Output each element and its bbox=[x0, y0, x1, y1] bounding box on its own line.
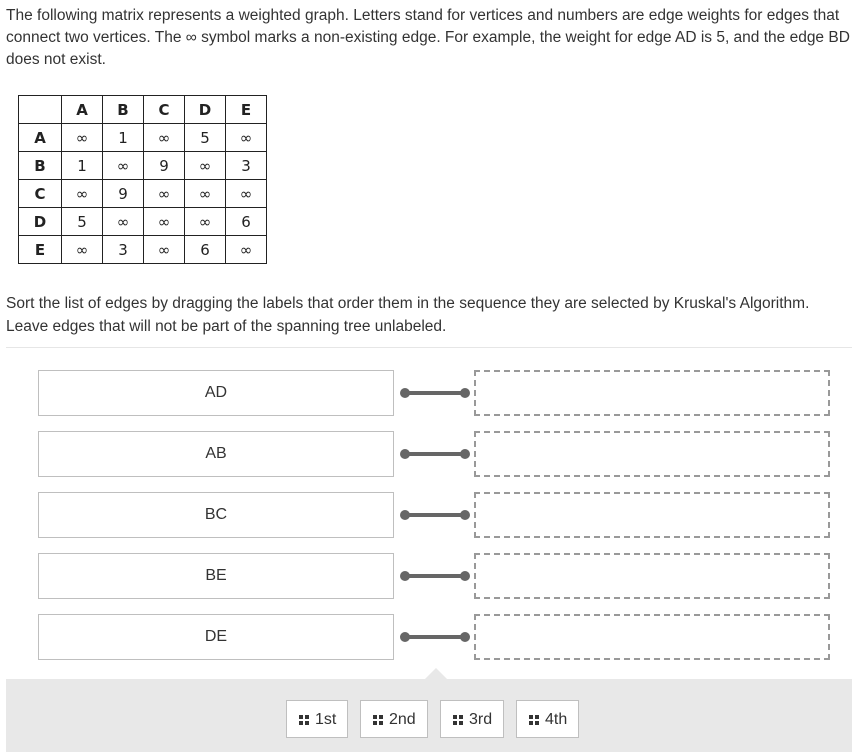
label-text: 3rd bbox=[469, 711, 493, 728]
connector-line bbox=[400, 632, 470, 642]
matrix-col-header: D bbox=[185, 96, 226, 124]
label-text: 4th bbox=[545, 711, 568, 728]
instructions-text: The following matrix represents a weighted graph. Letters stand for vertices and numbers are edge weights for edges that connect two vertices. The ∞ symbol marks a non-existing edge. For example, the weight for edge AD is 5, and the edge BD does not exist. bbox=[6, 7, 850, 68]
draggable-label-1st[interactable] bbox=[286, 700, 348, 738]
matrix-cell: ∞ bbox=[62, 236, 103, 264]
matrix-col-header: A bbox=[62, 96, 103, 124]
matrix-col-header: E bbox=[226, 96, 267, 124]
edge-label: AB bbox=[38, 431, 394, 477]
connector-line bbox=[400, 571, 470, 581]
draggable-label-2nd[interactable] bbox=[360, 700, 428, 738]
matrix-header-row bbox=[19, 96, 267, 124]
question-prompt: Sort the list of edges by dragging the labels that order them in the sequence they are selected by Kruskal's Algorithm. Leave edges that will not be part of the spanning tree unlabeled. bbox=[6, 295, 810, 335]
edge-row bbox=[38, 492, 832, 538]
matrix-cell: ∞ bbox=[226, 236, 267, 264]
matrix-cell: ∞ bbox=[62, 124, 103, 152]
matrix-cell: ∞ bbox=[103, 208, 144, 236]
edge-label: DE bbox=[38, 614, 394, 660]
matrix-cell: 3 bbox=[226, 152, 267, 180]
drop-zone[interactable] bbox=[474, 614, 830, 660]
label-text: 2nd bbox=[389, 711, 416, 728]
label-text: 1st bbox=[315, 711, 337, 728]
matrix-cell: ∞ bbox=[103, 152, 144, 180]
matrix-cell: 5 bbox=[62, 208, 103, 236]
edge-row bbox=[38, 553, 832, 599]
matrix-cell: 3 bbox=[103, 236, 144, 264]
matrix-cell: 1 bbox=[62, 152, 103, 180]
matrix-row-header: D bbox=[19, 208, 62, 236]
edge-label: BC bbox=[38, 492, 394, 538]
matrix-col-header: C bbox=[144, 96, 185, 124]
connector-line bbox=[400, 388, 470, 398]
matrix-cell: 6 bbox=[185, 236, 226, 264]
label-tray bbox=[6, 679, 852, 752]
matrix-cell: ∞ bbox=[144, 124, 185, 152]
matrix-corner-cell bbox=[19, 96, 62, 124]
adjacency-matrix bbox=[18, 95, 267, 264]
drag-handle-icon bbox=[529, 715, 539, 725]
edge-row bbox=[38, 370, 832, 416]
matrix-cell: ∞ bbox=[185, 152, 226, 180]
drag-handle-icon bbox=[373, 715, 383, 725]
matrix-row bbox=[19, 180, 267, 208]
draggable-label-4th[interactable] bbox=[516, 700, 579, 738]
matrix-row-header: A bbox=[19, 124, 62, 152]
matrix-cell: ∞ bbox=[144, 236, 185, 264]
matrix-cell: 9 bbox=[144, 152, 185, 180]
matrix-row bbox=[19, 208, 267, 236]
edge-label: AD bbox=[38, 370, 394, 416]
draggable-label-3rd[interactable] bbox=[440, 700, 504, 738]
matrix-row bbox=[19, 236, 267, 264]
matrix-row-header: B bbox=[19, 152, 62, 180]
drop-zone[interactable] bbox=[474, 492, 830, 538]
connector-line bbox=[400, 449, 470, 459]
edge-row bbox=[38, 614, 832, 660]
matrix-cell: ∞ bbox=[185, 180, 226, 208]
tray-pointer bbox=[425, 668, 447, 679]
matching-area bbox=[6, 347, 852, 680]
matrix-row bbox=[19, 152, 267, 180]
matrix-row-header: C bbox=[19, 180, 62, 208]
matrix-row bbox=[19, 124, 267, 152]
drag-handle-icon bbox=[299, 715, 309, 725]
matrix-cell: ∞ bbox=[144, 180, 185, 208]
matrix-cell: 6 bbox=[226, 208, 267, 236]
matrix-cell: ∞ bbox=[62, 180, 103, 208]
matrix-col-header: B bbox=[103, 96, 144, 124]
matrix-cell: ∞ bbox=[144, 208, 185, 236]
matrix-cell: ∞ bbox=[185, 208, 226, 236]
drag-handle-icon bbox=[453, 715, 463, 725]
matrix-row-header: E bbox=[19, 236, 62, 264]
matrix-cell: ∞ bbox=[226, 124, 267, 152]
edge-row bbox=[38, 431, 832, 477]
matrix-cell: 1 bbox=[103, 124, 144, 152]
drop-zone[interactable] bbox=[474, 553, 830, 599]
drop-zone[interactable] bbox=[474, 370, 830, 416]
edge-label: BE bbox=[38, 553, 394, 599]
matrix-cell: ∞ bbox=[226, 180, 267, 208]
connector-line bbox=[400, 510, 470, 520]
matrix-cell: 5 bbox=[185, 124, 226, 152]
drop-zone[interactable] bbox=[474, 431, 830, 477]
matrix-cell: 9 bbox=[103, 180, 144, 208]
